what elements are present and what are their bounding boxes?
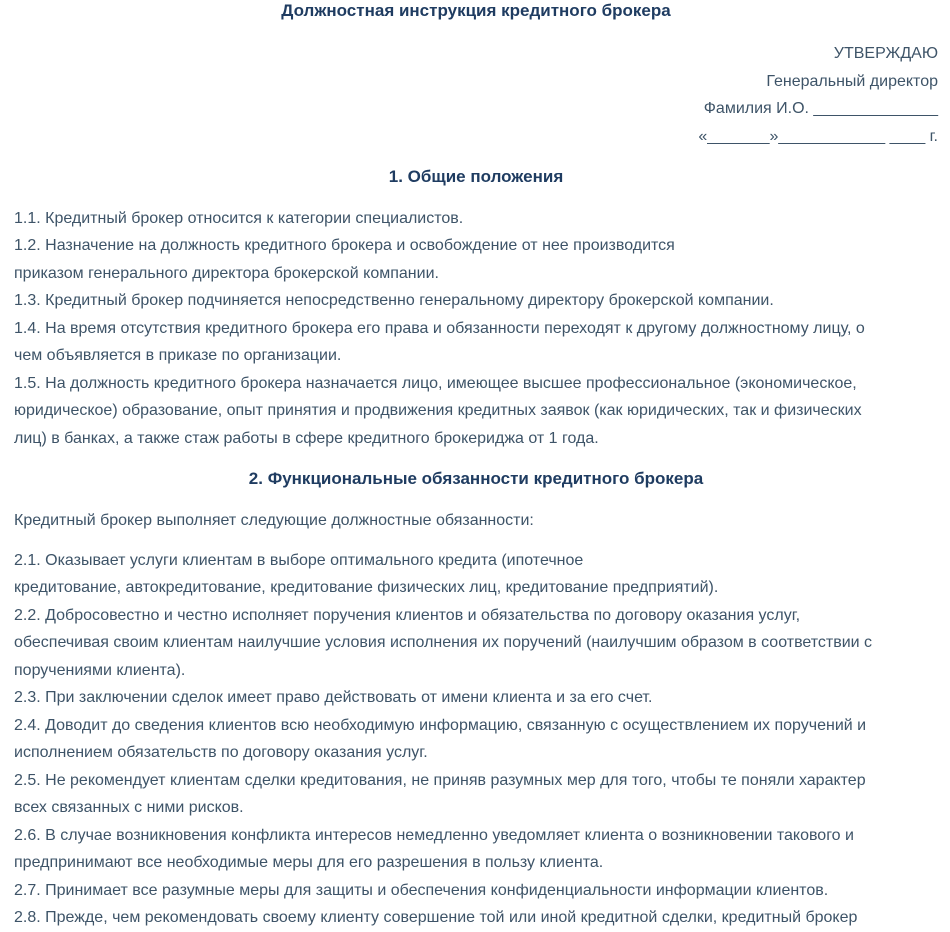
paragraph-2-2: 2.2. Добросовестно и честно исполняет поручения клиентов и обязательства по договору оказания услуг, обеспечивая своим клиентам наилучшие условия исполнения их поручений (наилучшим образом в соответствии с поручениями клиента).	[14, 606, 873, 679]
paragraph-2-5: 2.5. Не рекомендует клиентам сделки кредитования, не приняв разумных мер для того, чтобы те поняли характер всех связанных с ними рисков.	[14, 771, 866, 816]
approval-line-date-blank: «_______»____________ ____ г.	[698, 127, 938, 145]
page-title: Должностная инструкция кредитного брокера	[281, 1, 671, 20]
paragraph-1-4: 1.4. На время отсутствия кредитного брокера его права и обязанности переходят к другому должностному лицу, о чем объявляется в приказе по организации.	[14, 319, 865, 364]
paragraph-1-3: 1.3. Кредитный брокер подчиняется непосредственно генеральному директору брокерской компании.	[14, 292, 774, 309]
section-1-heading: 1. Общие положения	[388, 166, 564, 186]
paragraph-2-7: 2.7. Принимает все разумные меры для защиты и обеспечения конфиденциальности информации клиентов.	[14, 881, 829, 899]
paragraph-1-5: 1.5. На должность кредитного брокера назначается лицо, имеющее высшее профессиональное (экономическое, юридическое) образование, опыт принятия и продвижения кредитных заявок (как юридических, так и физических лиц) в банках, а также стаж работы в сфере кредитного брокериджа от 1 года.	[14, 374, 862, 447]
section-2-intro: Кредитный брокер выполняет следующие должностные обязанности:	[14, 511, 534, 529]
paragraph-2-3: 2.3. При заключении сделок имеет право действовать от имени клиента и за его счет.	[14, 689, 653, 706]
section-2-heading: 2. Функциональные обязанности кредитного брокера	[248, 468, 704, 488]
approval-block	[14, 40, 938, 150]
approval-line-director: Генеральный директор	[766, 72, 938, 90]
paragraph-1-2: 1.2. Назначение на должность кредитного брокера и освобождение от нее производится приказом генерального директора брокерской компании.	[14, 237, 675, 282]
approval-line-name-blank: Фамилия И.О. ______________	[703, 100, 938, 117]
paragraph-2-6: 2.6. В случае возникновения конфликта интересов немедленно уведомляет клиента о возникновении такового и предпринимают все необходимые меры для его разрешения в пользу клиента.	[14, 826, 854, 871]
paragraph-2-8: 2.8. Прежде, чем рекомендовать своему клиенту совершение той или иной кредитной сделки, кредитный брокер	[14, 909, 858, 926]
paragraph-2-1: 2.1. Оказывает услуги клиентам в выборе оптимального кредита (ипотечное кредитование, автокредитование, кредитование физических лиц, кредитование предприятий).	[14, 551, 719, 596]
approval-line-approve: УТВЕРЖДАЮ	[833, 45, 938, 62]
paragraph-1-1: 1.1. Кредитный брокер относится к категории специалистов.	[14, 209, 464, 227]
paragraph-2-4: 2.4. Доводит до сведения клиентов всю необходимую информацию, связанную с осуществлением их поручений и исполнением обязательств по договору оказания услуг.	[14, 716, 867, 761]
